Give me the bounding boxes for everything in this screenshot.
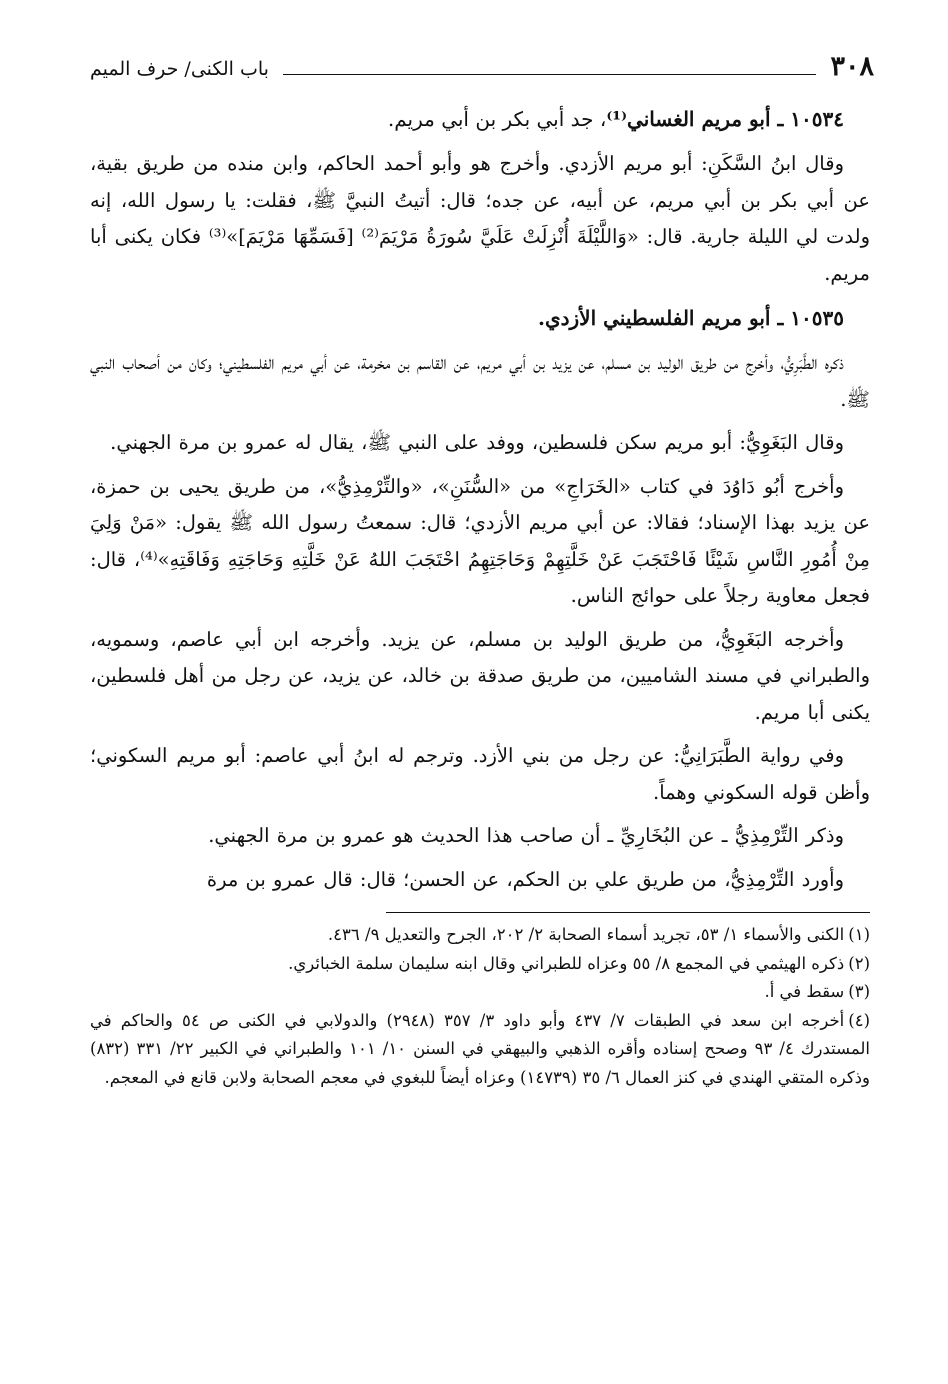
entry-heading-10534 [90, 100, 870, 138]
footnote-3-text: سقط في أ. [764, 982, 845, 1001]
footnote-2-number: (٢) [848, 953, 870, 973]
paragraph-5: وأخرجه البَغَوِيُّ، من طريق الوليد بن مسلم، عن يزيد. وأخرجه ابن أبي عاصم، وسمويه، والطبراني في مسند الشاميين، من طريق صدقة بن خالد، عن يزيد، عن رجل من أهل فلسطين، يكنى أبا مريم. [90, 627, 870, 724]
paragraph-4: وأخرج أبُو دَاوُدَ في كتاب «الخَرَاجِ» من «السُّنَنِ»، «والتِّرْمِذِيُّ»، من طريق يحيى بن حمزة، عن يزيد بهذا الإسناد؛ فقالا: عن أبي مريم الأزدي؛ قال: سمعتُ رسول الله ﷺ يقول: «مَنْ وَلِيَ مِنْ أُمُورِ النَّاسِ شَيْئًا فَاحْتَجَبَ عَنْ خَلَّتِهِمْ وَحَاجَتِهِمُ احْتَجَبَ اللهُ عَنْ خَلَّتِهِ وَحَاجَتِهِ وَفَاقَتِهِ»⁽⁴⁾، قال: فجعل معاوية رجلاً على حوائج الناس. [90, 474, 870, 607]
footnote-3 [90, 978, 870, 1007]
paragraph-2: ذكره الطَّبَرِيُّ، وأخرج من طريق الوليد بن مسلم، عن يزيد بن أبي مريم، عن القاسم بن مخرمة، عن أبي مريم الفلسطيني؛ وكان من أصحاب النبي ﷺ. [90, 351, 870, 411]
footnote-1-text: الكنى والأسماء ١/ ٥٣، تجريد أسماء الصحابة ٢/ ٢٠٢، الجرح والتعديل ٩/ ٤٣٦. [327, 925, 845, 944]
entry-heading-10534-title: ١٠٥٣٤ ـ أبو مريم الغساني⁽¹⁾ [606, 107, 844, 131]
footnote-2-text: ذكره الهيثمي في المجمع ٨/ ٥٥ وعزاه للطبراني وقال ابنه سليمان سلمة الخبائري. [288, 953, 845, 973]
footnote-1 [90, 921, 870, 950]
footnotes [90, 921, 870, 1092]
footnote-4 [90, 1007, 870, 1093]
footnote-4-number: (٤) [848, 1010, 871, 1030]
footnote-3-number: (٣) [848, 982, 870, 1001]
footnote-4-text: أخرجه ابن سعد في الطبقات ٧/ ٤٣٧ وأبو داود ٣/ ٣٥٧ (٢٩٤٨) والدولابي في الكنى ص ٥٤ والحاكم في المستدرك ٤/ ٩٣ وصحح إسناده وأقره الذهبي والبيهقي في السنن ١٠/ ١٠١ والطبراني في الكبير ٢٢/ ٣٣١ (٨٣٢) وذكره المتقي الهندي في كنز العمال ٦/ ٣٥ (١٤٧٣٩) وعزاه أيضاً للبغوي في معجم الصحابة ولابن قانع في المعجم. [90, 1010, 870, 1087]
page-header [90, 36, 874, 84]
header-rule [283, 74, 817, 75]
footnote-1-number: (١) [848, 925, 870, 944]
entry-heading-10534-rest: ، جد أبي بكر بن أبي مريم. [387, 107, 607, 131]
footnote-rule [386, 912, 870, 913]
book-page [90, 36, 874, 1364]
entry-heading-10535: ١٠٥٣٥ ـ أبو مريم الفلسطيني الأزدي. [538, 306, 844, 330]
paragraph-3: وقال البَغَوِيُّ: أبو مريم سكن فلسطين، ووفد على النبي ﷺ، يقال له عمرو بن مرة الجهني. [110, 431, 844, 454]
paragraph-6: وفي رواية الطَّبَرَانِيُّ: عن رجل من بني الأزد. وترجم له ابنُ أبي عاصم: أبو مريم السكوني؛ وأظن قوله السكوني وهماً. [90, 744, 870, 804]
paragraph-7: وذكر التِّرْمِذِيُّ ـ عن البُخَارِيِّ ـ أن صاحب هذا الحديث هو عمرو بن مرة الجهني. [208, 824, 844, 847]
main-text [90, 100, 870, 898]
running-title: باب الكنى/ حرف الميم [90, 58, 269, 80]
paragraph-1: وقال ابنُ السَّكَنِ: أبو مريم الأزدي. وأخرج هو وأبو أحمد الحاكم، وابن منده من طريق بقية، عن أبي بكر بن أبي مريم، عن أبيه، عن جده؛ قال: أتيتُ النبيَّ ﷺ، فقلت: يا رسول الله، إنه ولدت لي الليلة جارية. قال: «وَاللَّيْلَةَ أُنْزِلَتْ عَلَيَّ سُورَةُ مَرْيَمَ⁽²⁾ [فَسَمِّهَا مَرْيَمَ]»⁽³⁾ فكان يكنى أبا مريم. [90, 152, 870, 285]
paragraph-8: وأورد التِّرْمِذِيُّ، من طريق علي بن الحكم، عن الحسن؛ قال: قال عمرو بن مرة [206, 867, 844, 891]
footnote-2 [90, 950, 870, 979]
page-number: ٣٠٨ [830, 51, 874, 82]
